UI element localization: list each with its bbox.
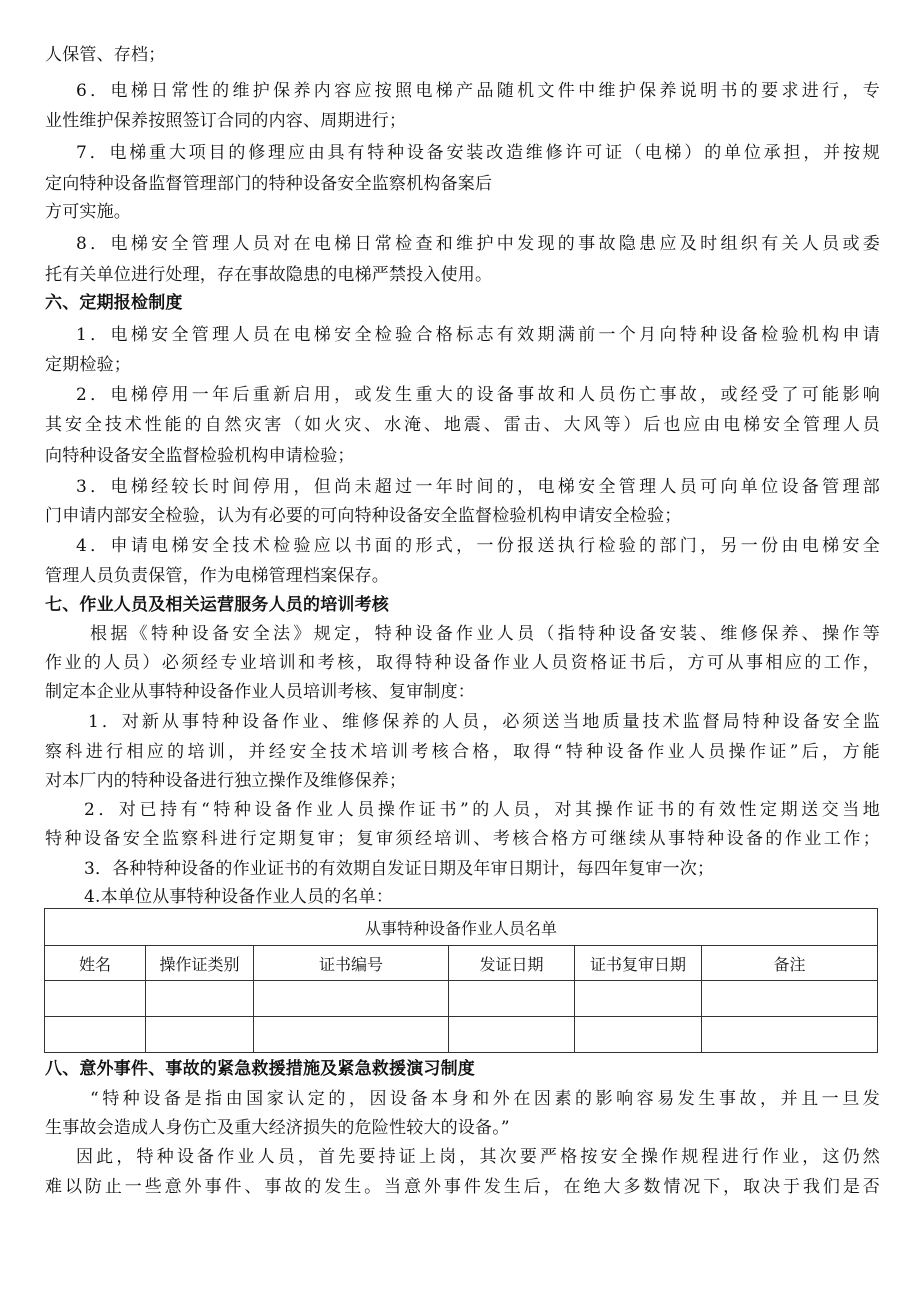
paragraph-line: 因此，特种设备作业人员，首先要持证上岗，其次要严格按安全操作规程进行作业，这仍然 <box>76 1147 880 1167</box>
table-header-cert-type: 操作证类别 <box>146 946 254 981</box>
paragraph-line: 人保管、存档； <box>45 45 166 65</box>
paragraph-line: 6．电梯日常性的维护保养内容应按照电梯产品随机文件中维护保养说明书的要求进行，专 <box>76 81 880 101</box>
paragraph-line: 定期检验； <box>45 355 131 375</box>
table-header-name: 姓名 <box>45 946 146 981</box>
paragraph-line: 难以防止一些意外事件、事故的发生。当意外事件发生后，在绝大多数情况下，取决于我们是否 <box>45 1177 880 1197</box>
paragraph-line: 4．申请电梯安全技术检验应以书面的形式，一份报送执行检验的部门，另一份由电梯安全 <box>76 536 880 556</box>
table-cell <box>702 981 878 1017</box>
paragraph-line: 其安全技术性能的自然灾害（如火灾、水淹、地震、雷击、大风等）后也应由电梯安全管理人员 <box>45 415 880 435</box>
paragraph-line: 定向特种设备监督管理部门的特种设备安全监察机构备案后 <box>45 174 493 194</box>
table-cell <box>449 1017 575 1053</box>
paragraph-line: 作业的人员）必须经专业培训和考核，取得特种设备作业人员资格证书后，方可从事相应的工作， <box>45 653 880 673</box>
paragraph-line: 根据《特种设备安全法》规定，特种设备作业人员（指特种设备安装、维修保养、操作等 <box>90 624 880 644</box>
section-heading: 八、意外事件、事故的紧急救援措施及紧急救援演习制度 <box>45 1059 475 1079</box>
paragraph-line: 察科进行相应的培训，并经安全技术培训考核合格，取得“特种设备作业人员操作证”后，方能 <box>45 742 880 762</box>
table-cell <box>254 981 449 1017</box>
paragraph-line: 1．对新从事特种设备作业、维修保养的人员，必须送当地质量技术监督局特种设备安全监 <box>88 712 880 732</box>
paragraph-line: 2．对已持有“特种设备作业人员操作证书”的人员，对其操作证书的有效性定期送交当地 <box>84 800 880 820</box>
table-cell <box>146 981 254 1017</box>
paragraph-line: 管理人员负责保管，作为电梯管理档案保存。 <box>45 566 389 586</box>
table-cell <box>254 1017 449 1053</box>
table-cell <box>146 1017 254 1053</box>
personnel-table <box>44 908 878 1053</box>
table-cell <box>45 1017 146 1053</box>
paragraph-line: 特种设备安全监察科进行定期复审；复审须经培训、考核合格方可继续从事特种设备的作业工作； <box>45 829 880 849</box>
table-header-issue-date: 发证日期 <box>449 946 575 981</box>
table-cell <box>449 981 575 1017</box>
paragraph-line: 4.本单位从事特种设备作业人员的名单： <box>84 887 394 907</box>
paragraph-line: 2．电梯停用一年后重新启用，或发生重大的设备事故和人员伤亡事故，或经受了可能影响 <box>76 385 880 405</box>
paragraph-line: 7．电梯重大项目的修理应由具有特种设备安装改造维修许可证（电梯）的单位承担，并按规 <box>76 143 880 163</box>
paragraph-line: 对本厂内的特种设备进行独立操作及维修保养； <box>45 771 407 791</box>
table-header-cert-number: 证书编号 <box>254 946 449 981</box>
paragraph-line: 1．电梯安全管理人员在电梯安全检验合格标志有效期满前一个月向特种设备检验机构申请 <box>76 325 880 345</box>
paragraph-line: 3．电梯经较长时间停用，但尚未超过一年时间的，电梯安全管理人员可向单位设备管理部 <box>76 477 880 497</box>
paragraph-line: 8．电梯安全管理人员对在电梯日常检查和维护中发现的事故隐患应及时组织有关人员或委 <box>76 234 880 254</box>
paragraph-line: 向特种设备安全监督检验机构申请检验； <box>45 446 355 466</box>
paragraph-line: 生事故会造成人身伤亡及重大经济损失的危险性较大的设备。” <box>45 1118 510 1138</box>
table-row <box>45 981 878 1017</box>
section-heading: 六、定期报检制度 <box>45 293 183 313</box>
paragraph-line: 托有关单位进行处理，存在事故隐患的电梯严禁投入使用。 <box>45 265 493 285</box>
table-header-review-date: 证书复审日期 <box>575 946 702 981</box>
table-header-remarks: 备注 <box>702 946 878 981</box>
paragraph-line: 业性维护保养按照签订合同的内容、周期进行； <box>45 111 407 131</box>
paragraph-line: 方可实施。 <box>45 202 131 222</box>
paragraph-line: 3．各种特种设备的作业证书的有效期自发证日期及年审日期计，每四年复审一次； <box>84 859 715 879</box>
section-heading: 七、作业人员及相关运营服务人员的培训考核 <box>45 595 389 615</box>
table-row <box>45 1017 878 1053</box>
table-cell <box>575 981 702 1017</box>
table-caption: 从事特种设备作业人员名单 <box>45 909 878 946</box>
paragraph-line: “特种设备是指由国家认定的，因设备本身和外在因素的影响容易发生事故，并且一旦发 <box>90 1089 880 1109</box>
paragraph-line: 制定本企业从事特种设备作业人员培训考核、复审制度： <box>45 682 475 702</box>
paragraph-line: 门申请内部安全检验，认为有必要的可向特种设备安全监督检验机构申请安全检验； <box>45 506 682 526</box>
table-cell <box>45 981 146 1017</box>
table-cell <box>702 1017 878 1053</box>
table-cell <box>575 1017 702 1053</box>
